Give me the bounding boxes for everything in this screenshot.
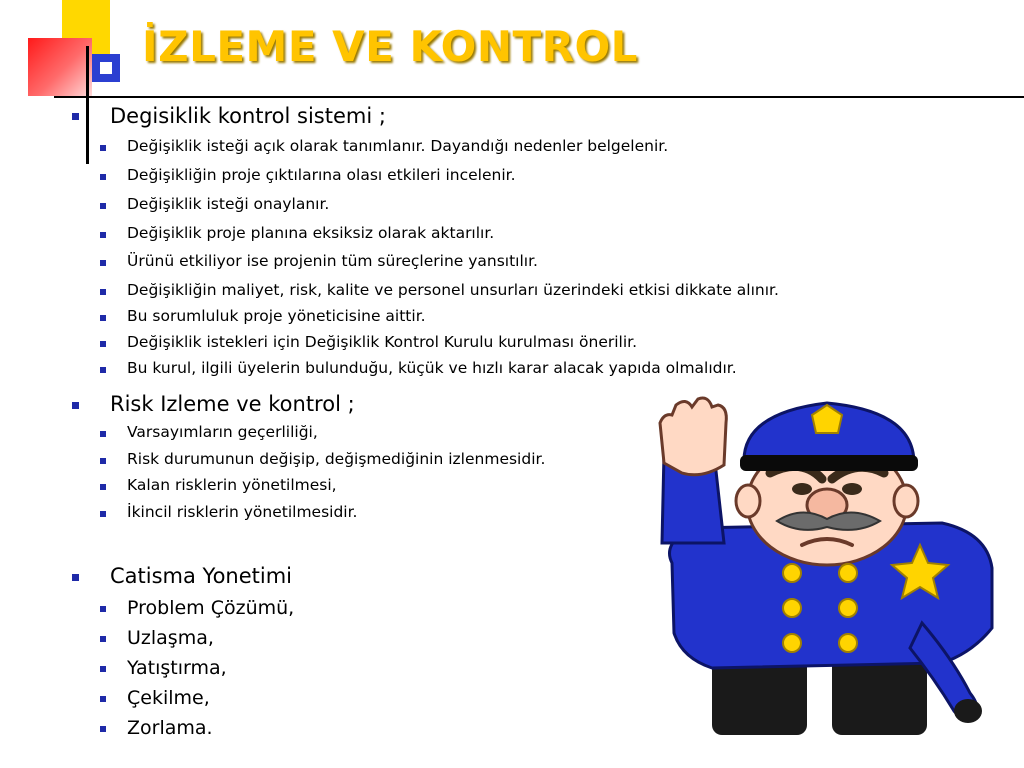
list-item-text: İkincil risklerin yönetilmesidir. <box>127 503 358 521</box>
section-heading-text: Risk Izleme ve kontrol ; <box>110 392 355 416</box>
section-heading-text: Degisiklik kontrol sistemi ; <box>110 104 386 128</box>
square-bullet-icon <box>100 367 106 373</box>
square-bullet-icon <box>100 232 106 238</box>
list-item-text: Değişiklik proje planına eksiksiz olarak aktarılır. <box>127 224 495 242</box>
list-item-text: Çekilme, <box>127 687 210 709</box>
square-bullet-icon <box>100 696 106 702</box>
square-bullet-icon <box>100 341 106 347</box>
square-bullet-icon <box>100 145 106 151</box>
square-bullet-icon <box>100 203 106 209</box>
square-bullet-icon <box>100 289 106 295</box>
slide-title: İZLEME VE KONTROL <box>142 22 638 71</box>
square-bullet-icon <box>100 606 106 612</box>
list-item-text: Problem Çözümü, <box>127 597 295 619</box>
list-item-text: Değişiklik isteği açık olarak tanımlanır. Dayandığı nedenler belgelenir. <box>127 137 669 155</box>
square-bullet-icon <box>72 574 79 581</box>
list-item-text: Değişiklik isteği onaylanır. <box>127 195 330 213</box>
decor-blue-square-inner <box>100 62 112 74</box>
list-item-text: Varsayımların geçerliliği, <box>127 423 318 441</box>
square-bullet-icon <box>100 431 106 437</box>
list-item-text: Değişiklik istekleri için Değişiklik Kontrol Kurulu kurulması önerilir. <box>127 333 638 351</box>
list-item-text: Bu sorumluluk proje yöneticisine aittir. <box>127 307 426 325</box>
square-bullet-icon <box>100 174 106 180</box>
list-item-text: Değişikliğin proje çıktılarına olası etkileri incelenir. <box>127 166 516 184</box>
decor-red-square <box>28 38 92 96</box>
police-officer-illustration <box>652 393 995 748</box>
title-underline <box>54 96 1024 98</box>
square-bullet-icon <box>100 666 106 672</box>
square-bullet-icon <box>100 260 106 266</box>
list-item-text: Zorlama. <box>127 717 213 739</box>
square-bullet-icon <box>72 402 79 409</box>
list-item-text: Kalan risklerin yönetilmesi, <box>127 476 337 494</box>
list-item-text: Bu kurul, ilgili üyelerin bulunduğu, küçük ve hızlı karar alacak yapıda olmalıdır. <box>127 359 737 377</box>
list-item-text: Yatıştırma, <box>127 657 227 679</box>
square-bullet-icon <box>100 511 106 517</box>
list-item-text: Değişikliğin maliyet, risk, kalite ve personel unsurları üzerindeki etkisi dikkate alınır. <box>127 281 779 299</box>
list-item-text: Risk durumunun değişip, değişmediğinin izlenmesidir. <box>127 450 546 468</box>
square-bullet-icon <box>100 484 106 490</box>
square-bullet-icon <box>100 458 106 464</box>
square-bullet-icon <box>72 113 79 120</box>
section-heading-text: Catisma Yonetimi <box>110 564 293 588</box>
square-bullet-icon <box>100 636 106 642</box>
square-bullet-icon <box>100 726 106 732</box>
decor-vertical-line <box>86 46 89 164</box>
square-bullet-icon <box>100 315 106 321</box>
list-item-text: Ürünü etkiliyor ise projenin tüm süreçlerine yansıtılır. <box>127 252 538 270</box>
list-item-text: Uzlaşma, <box>127 627 214 649</box>
